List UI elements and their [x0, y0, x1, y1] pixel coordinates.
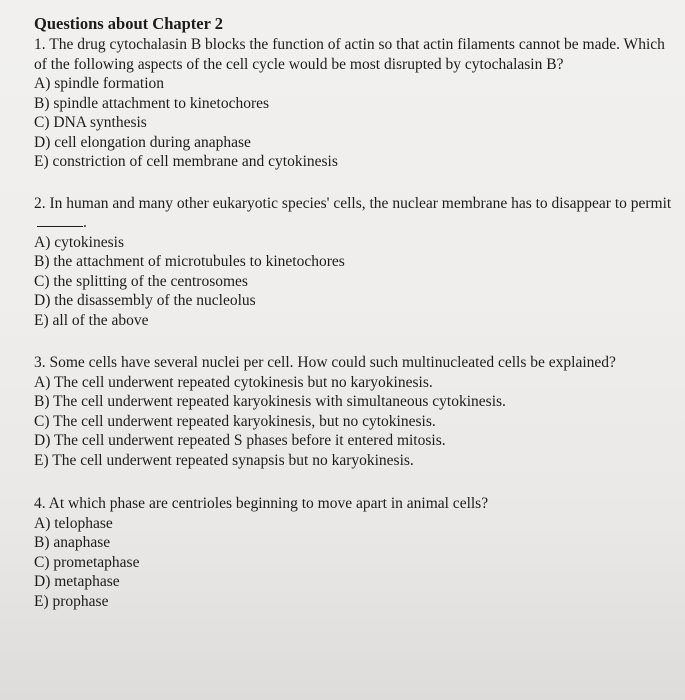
question-1	[34, 35, 674, 172]
question-4-option-a: A) telophase	[34, 514, 113, 532]
question-2-option-a: A) cytokinesis	[34, 233, 124, 251]
question-2-stem-line	[34, 194, 674, 233]
question-4-stem: 4. At which phase are centrioles beginning to move apart in animal cells?	[34, 495, 489, 512]
question-3	[34, 353, 674, 470]
question-1-option-c: C) DNA synthesis	[34, 114, 147, 131]
question-3-option-e: E) The cell underwent repeated synapsis but no karyokinesis.	[34, 451, 414, 469]
question-3-option-b: B) The cell underwent repeated karyokinesis with simultaneous cytokinesis.	[34, 393, 506, 410]
question-3-option-d: D) The cell underwent repeated S phases before it entered mitosis.	[34, 432, 446, 449]
question-2-option-d: D) the disassembly of the nucleolus	[34, 292, 256, 309]
fill-in-blank	[37, 214, 83, 227]
question-2-option-c: C) the splitting of the centrosomes	[34, 272, 248, 290]
question-2-stem-end: .	[83, 214, 87, 231]
question-4-option-c: C) prometaphase	[34, 553, 140, 571]
question-1-stem: 1. The drug cytochalasin B blocks the function of actin so that actin filaments cannot be made. Which of the following aspects of the cell cycle would be most disrupted by cytochalasin B?	[34, 36, 665, 73]
question-1-option-d: D) cell elongation during anaphase	[34, 133, 251, 151]
question-4-option-e: E) prophase	[34, 592, 109, 610]
question-3-option-c: C) The cell underwent repeated karyokinesis, but no cytokinesis.	[34, 412, 436, 430]
question-3-option-a: A) The cell underwent repeated cytokinesis but no karyokinesis.	[34, 373, 433, 391]
question-1-option-a: A) spindle formation	[34, 75, 165, 92]
question-2	[34, 194, 674, 331]
question-4-option-b: B) anaphase	[34, 534, 111, 551]
worksheet-title: Questions about Chapter 2	[34, 14, 224, 33]
worksheet-content	[34, 14, 674, 611]
question-3-stem: 3. Some cells have several nuclei per cell. How could such multinucleated cells be explained?	[34, 354, 616, 371]
question-2-stem: 2. In human and many other eukaryotic species' cells, the nuclear membrane has to disappear to permit	[34, 194, 672, 212]
question-4-option-d: D) metaphase	[34, 573, 120, 590]
question-2-option-e: E) all of the above	[34, 311, 149, 329]
question-4	[34, 494, 674, 611]
question-1-option-e: E) constriction of cell membrane and cytokinesis	[34, 153, 338, 170]
question-1-option-b: B) spindle attachment to kinetochores	[34, 94, 270, 112]
question-2-option-b: B) the attachment of microtubules to kinetochores	[34, 253, 345, 270]
